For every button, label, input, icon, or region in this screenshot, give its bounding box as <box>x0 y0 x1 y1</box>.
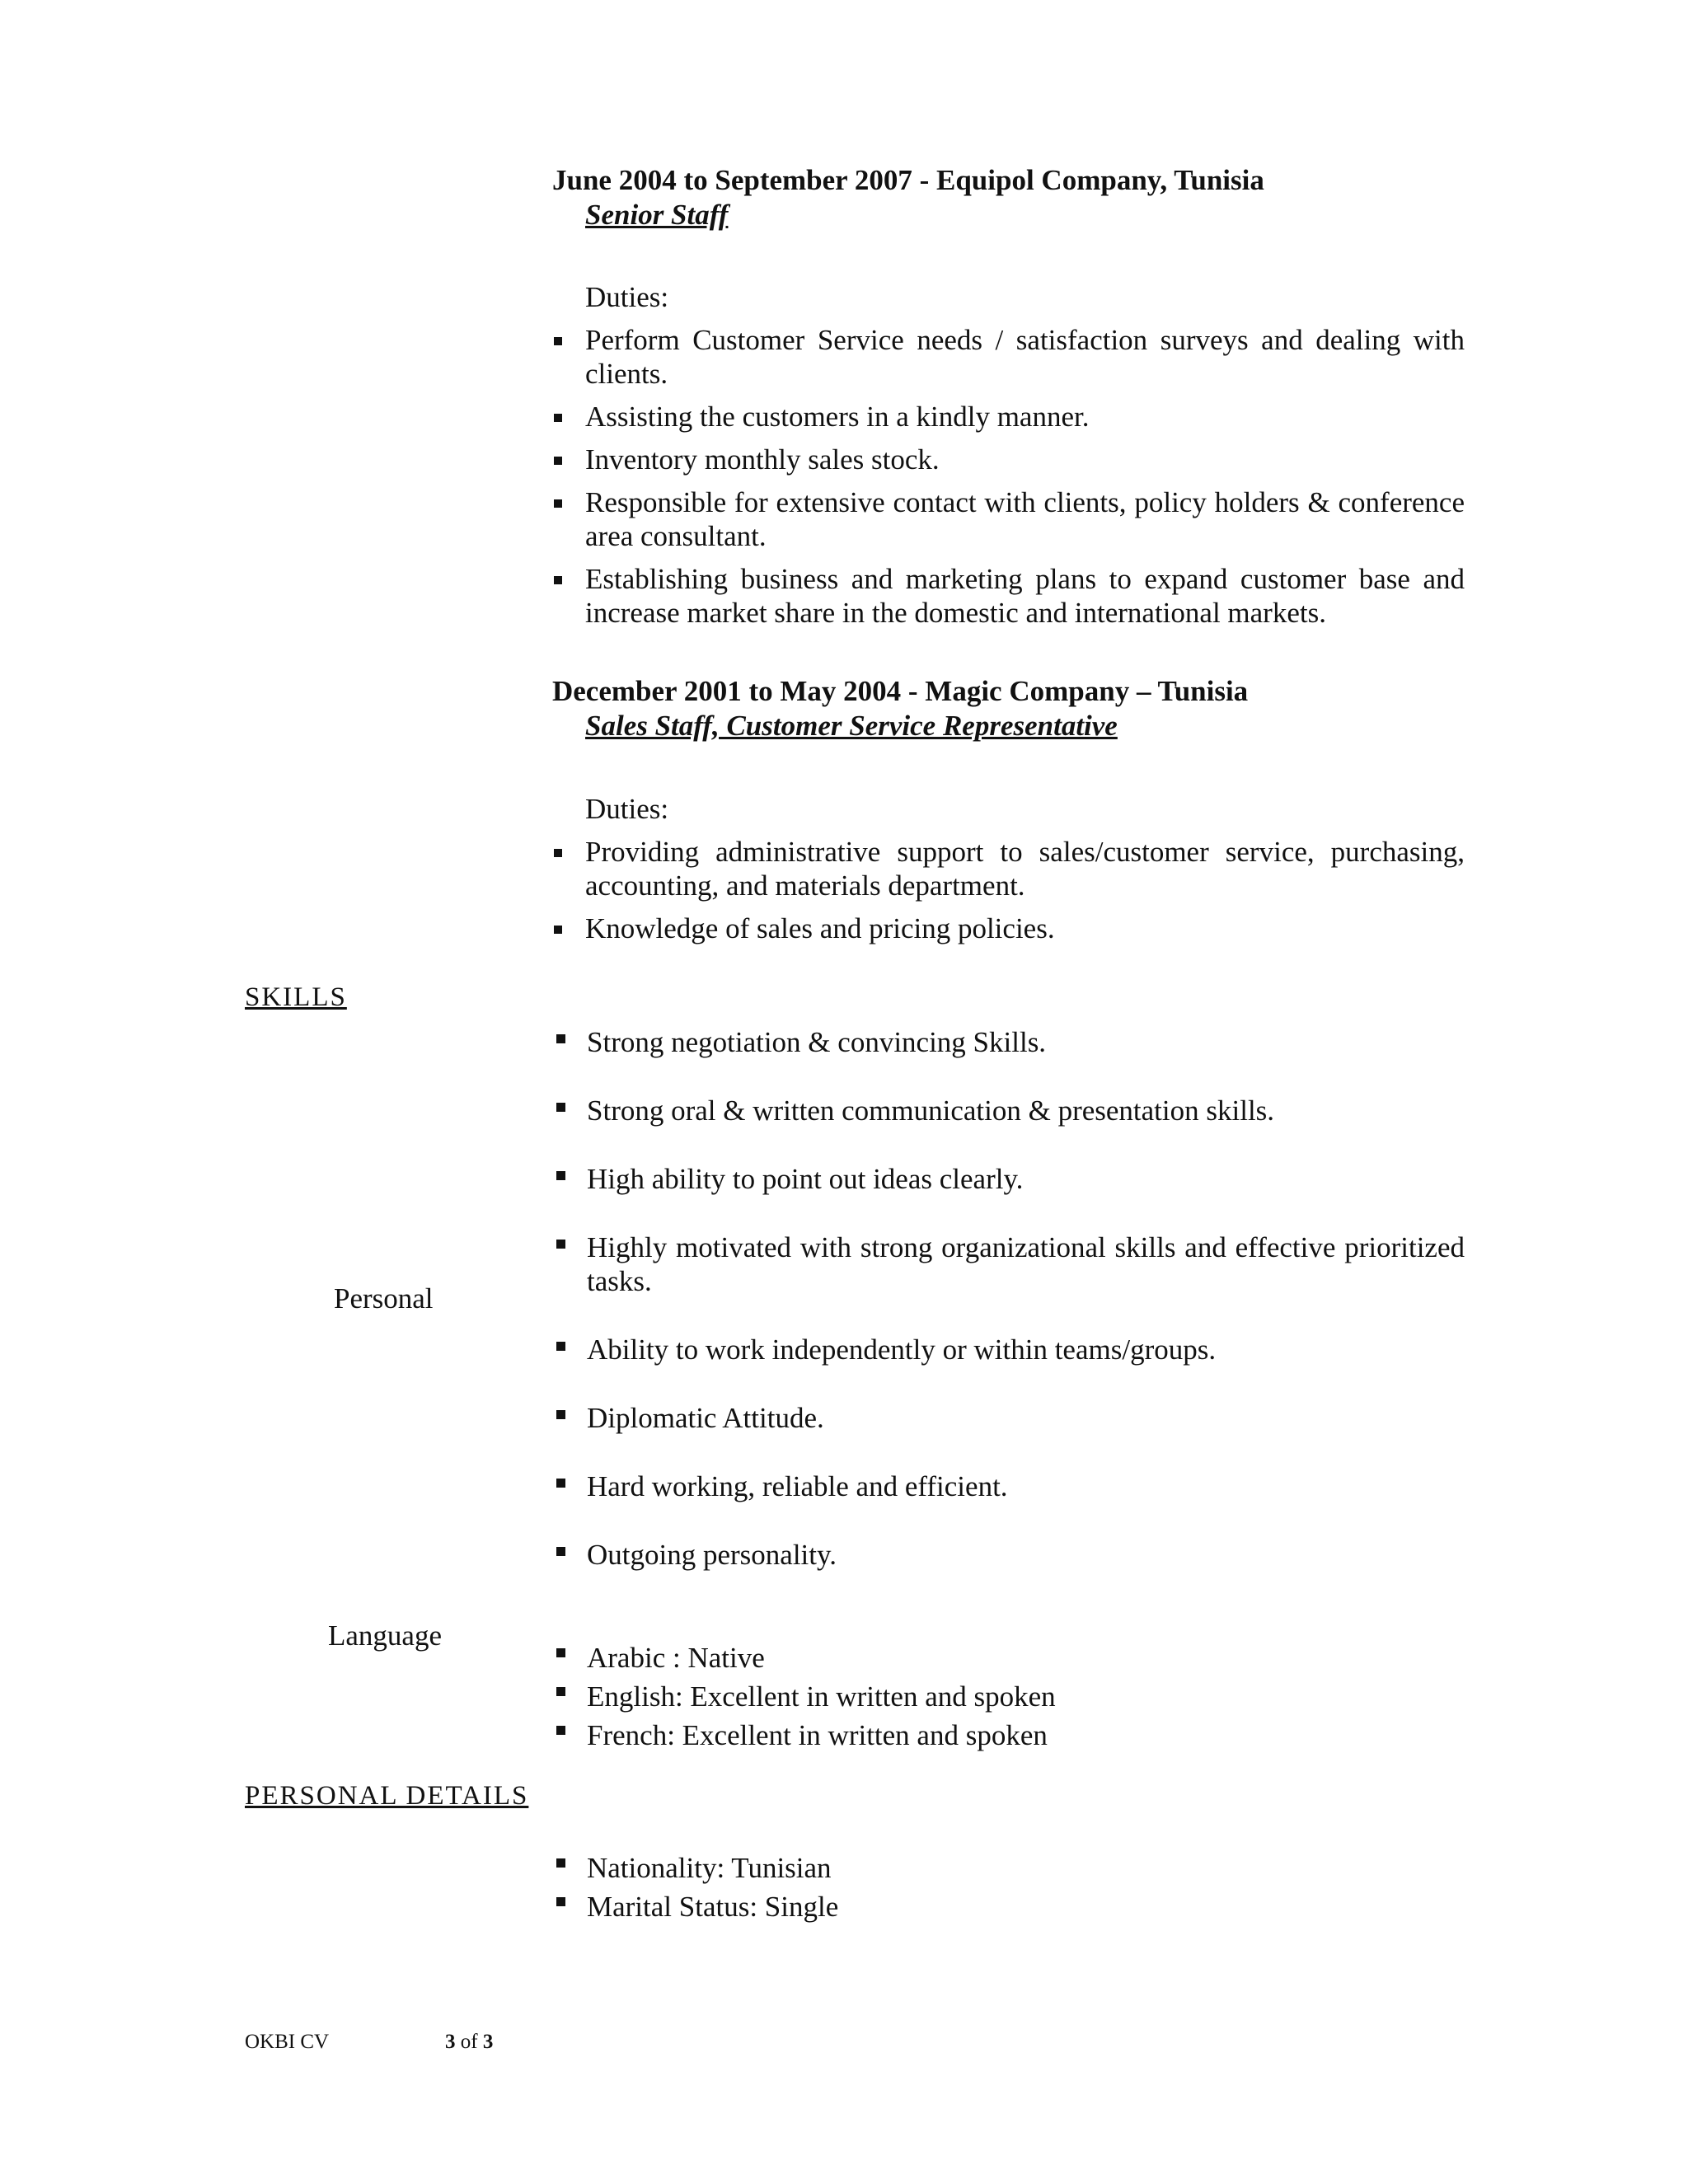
square-bullet-icon <box>556 1034 565 1043</box>
job-1-heading: June 2004 to September 2007 - Equipol Company, Tunisia <box>552 164 1264 196</box>
duty-item: Establishing business and marketing plans to expand customer base and increase market share in the domestic and international markets. <box>552 562 1465 630</box>
skill-item: Strong oral & written communication & presentation skills. <box>552 1094 1465 1127</box>
job-2-heading: December 2001 to May 2004 - Magic Company – Tunisia <box>552 675 1249 707</box>
personal-detail-item: Nationality: Tunisian <box>552 1849 838 1887</box>
square-bullet-icon <box>556 1547 565 1556</box>
square-bullet-icon <box>556 1103 565 1112</box>
skill-item: Hard working, reliable and efficient. <box>552 1469 1465 1503</box>
square-bullet-icon <box>554 576 562 584</box>
footer-page-number: 3 of 3 <box>445 2031 494 2053</box>
language-item: Arabic : Native <box>552 1638 1056 1677</box>
skill-item: High ability to point out ideas clearly. <box>552 1162 1465 1196</box>
footer-doc-name: OKBI CV <box>245 2031 330 2053</box>
personal-details-list <box>552 1849 838 1926</box>
square-bullet-icon <box>556 1897 565 1906</box>
skill-item: Strong negotiation & convincing Skills. <box>552 1025 1465 1059</box>
square-bullet-icon <box>554 414 562 422</box>
personal-detail-item: Marital Status: Single <box>552 1887 838 1926</box>
skills-heading: SKILLS <box>245 982 347 1012</box>
language-item: English: Excellent in written and spoken <box>552 1677 1056 1716</box>
duty-item: Perform Customer Service needs / satisfaction surveys and dealing with clients. <box>552 323 1465 391</box>
square-bullet-icon <box>556 1858 565 1868</box>
job-2-duties-label: Duties: <box>585 793 669 825</box>
skill-item: Ability to work independently or within teams/groups. <box>552 1333 1465 1366</box>
square-bullet-icon <box>556 1726 565 1735</box>
square-bullet-icon <box>556 1648 565 1657</box>
personal-skills-list <box>552 1025 1465 1606</box>
personal-skills-label: Personal <box>334 1282 434 1315</box>
square-bullet-icon <box>556 1479 565 1488</box>
language-item: French: Excellent in written and spoken <box>552 1716 1056 1755</box>
skill-item: Outgoing personality. <box>552 1538 1465 1572</box>
square-bullet-icon <box>556 1240 565 1249</box>
square-bullet-icon <box>556 1342 565 1351</box>
duty-item: Responsible for extensive contact with clients, policy holders & conference area consultant. <box>552 485 1465 553</box>
job-1-duties-label: Duties: <box>585 281 669 313</box>
job-2-title: Sales Staff, Customer Service Representative <box>585 710 1118 742</box>
job-1-duties-list <box>552 323 1465 639</box>
square-bullet-icon <box>556 1410 565 1419</box>
duty-item: Assisting the customers in a kindly manner. <box>552 400 1465 434</box>
job-1-title: Senior Staff <box>585 199 729 231</box>
duty-item: Knowledge of sales and pricing policies. <box>552 912 1465 945</box>
square-bullet-icon <box>554 926 562 934</box>
language-list <box>552 1638 1056 1755</box>
square-bullet-icon <box>554 337 562 345</box>
skill-item: Highly motivated with strong organizational skills and effective prioritized tasks. <box>552 1230 1465 1298</box>
square-bullet-icon <box>554 499 562 508</box>
skill-item: Diplomatic Attitude. <box>552 1401 1465 1435</box>
language-label: Language <box>328 1619 442 1652</box>
square-bullet-icon <box>554 457 562 465</box>
personal-details-heading: PERSONAL DETAILS <box>245 1781 529 1811</box>
duty-item: Providing administrative support to sales/customer service, purchasing, accounting, and materials department. <box>552 835 1465 902</box>
job-2-duties-list <box>552 835 1465 954</box>
duty-item: Inventory monthly sales stock. <box>552 443 1465 476</box>
square-bullet-icon <box>556 1687 565 1696</box>
square-bullet-icon <box>556 1171 565 1180</box>
square-bullet-icon <box>554 849 562 857</box>
